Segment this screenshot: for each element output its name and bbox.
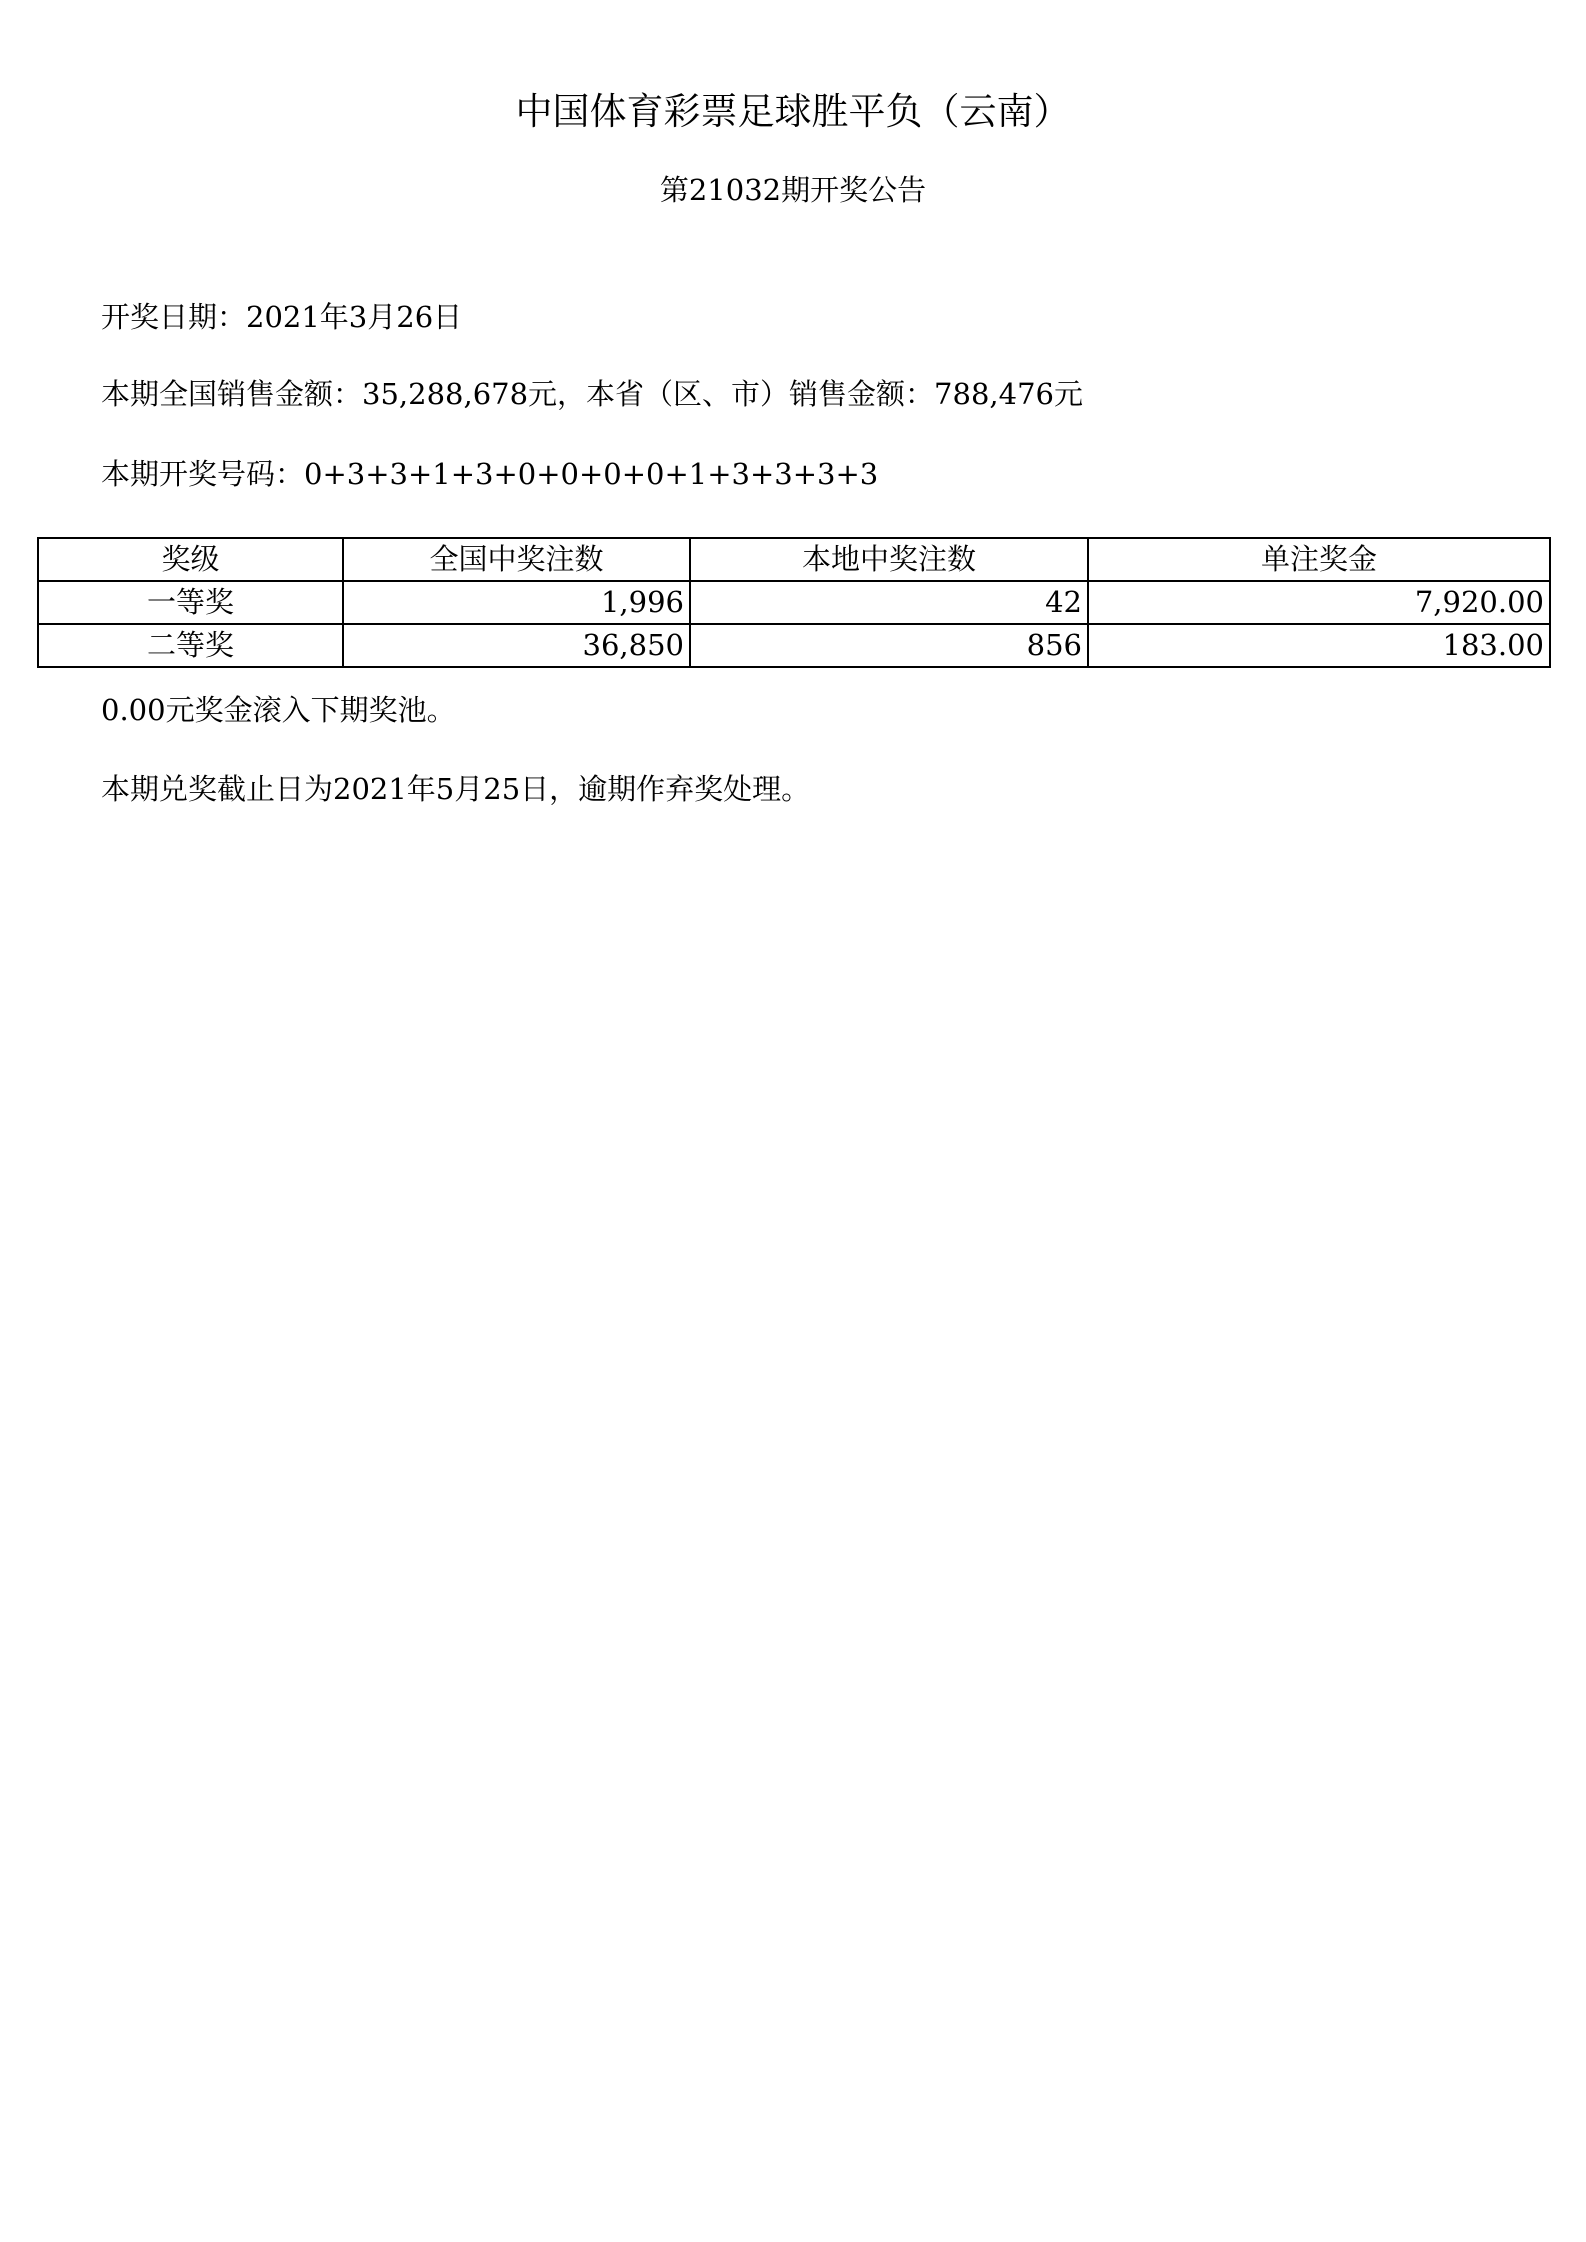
table-row <box>38 581 1550 624</box>
sales-amount: 本期全国销售金额：35,288,678元，本省（区、市）销售金额：788,476元 <box>101 377 1083 411</box>
header-national-winners: 全国中奖注数 <box>343 538 690 581</box>
cell-national-winners: 36,850 <box>343 624 690 667</box>
header-prize-level: 奖级 <box>38 538 343 581</box>
claim-deadline-note: 本期兑奖截止日为2021年5月25日，逾期作弃奖处理。 <box>101 772 811 806</box>
table-header-row <box>38 538 1550 581</box>
prize-table <box>37 537 1551 668</box>
issue-subtitle: 第21032期开奖公告 <box>659 173 927 207</box>
cell-prize-per-ticket: 7,920.00 <box>1088 581 1550 624</box>
table-row <box>38 624 1550 667</box>
rollover-note: 0.00元奖金滚入下期奖池。 <box>101 693 456 727</box>
page-title: 中国体育彩票足球胜平负（云南） <box>515 90 1071 133</box>
cell-national-winners: 1,996 <box>343 581 690 624</box>
cell-prize-per-ticket: 183.00 <box>1088 624 1550 667</box>
cell-local-winners: 856 <box>690 624 1088 667</box>
cell-local-winners: 42 <box>690 581 1088 624</box>
header-local-winners: 本地中奖注数 <box>690 538 1088 581</box>
draw-date: 开奖日期：2021年3月26日 <box>101 300 463 334</box>
header-prize-per-ticket: 单注奖金 <box>1088 538 1550 581</box>
cell-prize-level: 一等奖 <box>38 581 343 624</box>
winning-numbers: 本期开奖号码：0+3+3+1+3+0+0+0+0+1+3+3+3+3 <box>101 457 879 491</box>
cell-prize-level: 二等奖 <box>38 624 343 667</box>
